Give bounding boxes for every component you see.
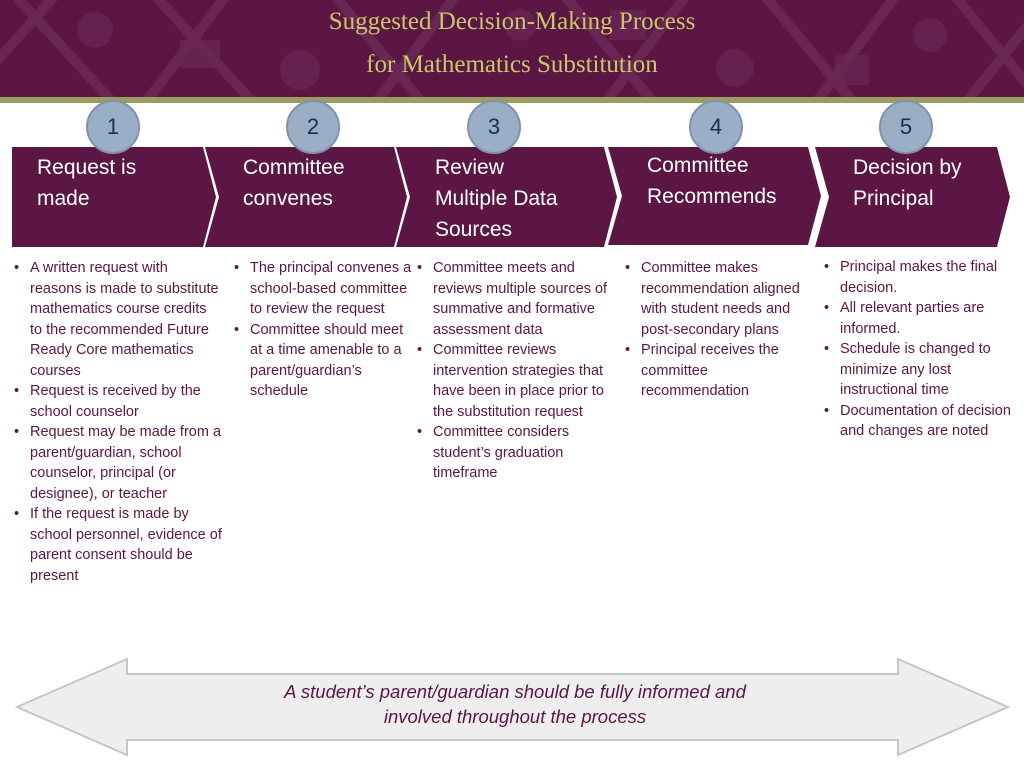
list-item: • Schedule is changed to minimize any lost instructional time: [840, 339, 1012, 401]
list-item: • Documentation of decision and changes are noted: [840, 401, 1012, 442]
step-number-circle-5: 5: [879, 100, 933, 154]
list-item: • Principal receives the committee recommendation: [641, 340, 809, 402]
list-item: • Committee meets and reviews multiple sources of summative and formative assessment data: [433, 258, 609, 340]
step-number-circle-3: 3: [467, 100, 521, 154]
list-item: • Committee considers student’s graduation timeframe: [433, 422, 609, 484]
banner-message: A student’s parent/guardian should be fully informed and involved throughout the process: [284, 681, 746, 727]
step-4-label: Committee Recommends: [647, 154, 777, 208]
step-1-label: Request is made: [37, 156, 137, 210]
list-item: • Committee reviews intervention strategies that have been in place prior to the substitution request: [433, 340, 609, 422]
list-item: • Request is received by the school counselor: [30, 381, 222, 422]
step-3-label: Review Multiple Data Sources: [435, 156, 558, 241]
list-item: • Principal makes the final decision.: [840, 257, 1012, 298]
step-number-circle-2: 2: [286, 100, 340, 154]
list-item: • Request may be made from a parent/guardian, school counselor, principal (or designee), or teacher: [30, 422, 222, 504]
list-item: • If the request is made by school personnel, evidence of parent consent should be present: [30, 504, 222, 586]
title-line-1: Suggested Decision-Making Process: [328, 8, 696, 35]
title-line-2: for Mathematics Substitution: [366, 51, 658, 78]
list-item: • All relevant parties are informed.: [840, 298, 1012, 339]
step-2-label: Committee convenes: [243, 156, 345, 210]
list-item: • The principal convenes a school-based committee to review the request: [250, 258, 412, 320]
step-number-circle-4: 4: [689, 100, 743, 154]
list-item: • A written request with reasons is made to substitute mathematics course credits to the recommended Future Ready Core mathematics courses: [30, 258, 222, 381]
list-item: • Committee makes recommendation aligned with student needs and post-secondary plans: [641, 258, 809, 340]
step-number-circle-1: 1: [86, 100, 140, 154]
step-5-label: Decision by Principal: [853, 156, 962, 210]
list-item: • Committee should meet at a time amenable to a parent/guardian’s schedule: [250, 320, 412, 402]
